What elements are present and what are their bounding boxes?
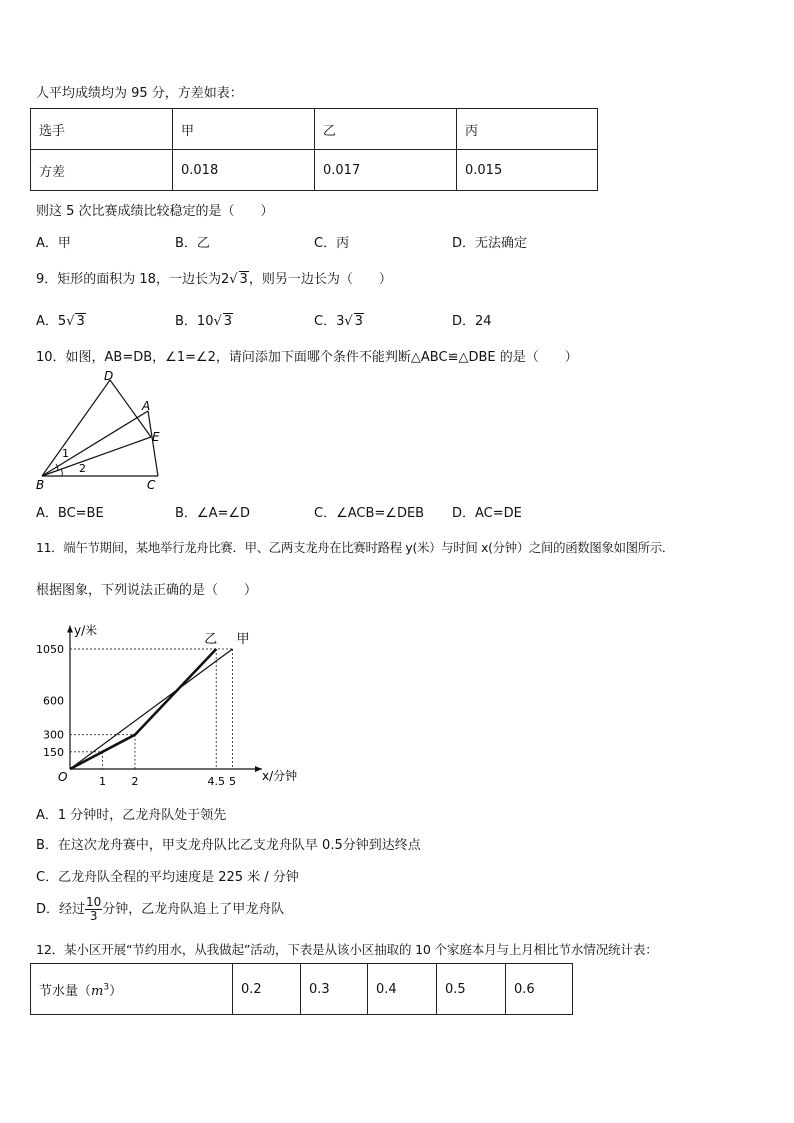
fraction-denominator: 3 (89, 909, 98, 923)
table-cell: 选手 (31, 109, 173, 150)
variance-table (30, 108, 598, 191)
q11-option-a: A．1 分钟时，乙龙舟队处于领先 (36, 808, 227, 823)
sqrt-symbol: √ 3 (229, 272, 248, 287)
table-cell: 乙 (315, 109, 457, 150)
fraction-numerator: 10 (86, 895, 102, 909)
label-B: B (36, 478, 45, 492)
x-axis-arrow (255, 766, 262, 772)
label-D: D (104, 369, 114, 383)
table-cell: 甲 (173, 109, 315, 150)
q10-option-c: C．∠ACB=∠DEB (314, 506, 425, 521)
q10-question: 10．如图，AB=DB，∠1=∠2，请问添加下面哪个条件不能判断△ABC≌△DBE 的是（ ） (36, 350, 578, 365)
segment-BD (42, 380, 110, 476)
option-value: 24 (475, 314, 492, 329)
q8-option-a: A．甲 (36, 236, 71, 251)
header-label: 节水量（ (39, 983, 92, 999)
option-coef: 5 (57, 314, 67, 329)
series-line-jia (70, 649, 233, 769)
unit-exponent: 3 (103, 982, 110, 993)
q9-option-d (452, 310, 492, 329)
option-label: A． (36, 314, 58, 329)
option-text-post: 分钟，乙龙舟队追上了甲龙舟队 (102, 902, 285, 917)
intro-text: 人平均成绩均为 95 分，方差如表： (36, 86, 243, 101)
q9-radicand: 3 (239, 272, 248, 287)
y-tick-label: 600 (43, 694, 64, 708)
table-cell: 0.015 (457, 150, 598, 191)
q11-option-d (36, 890, 284, 930)
q9-question (36, 268, 392, 287)
fraction (85, 896, 102, 923)
q9-text-pre: 9．矩形的面积为 18，一边长为 (36, 272, 221, 287)
option-radicand: 3 (223, 314, 233, 329)
option-radicand: 3 (354, 314, 363, 329)
water-saving-table (30, 963, 573, 1015)
q11-option-c: C．乙龙舟队全程的平均速度是 225 米 / 分钟 (36, 870, 299, 885)
table-cell: 0.3 (301, 964, 368, 1015)
table-row (31, 109, 598, 150)
x-axis-label: x/分钟 (262, 769, 298, 783)
q9-option-a (36, 310, 86, 329)
option-coef: 10 (196, 314, 214, 329)
label-angle-1: 1 (62, 447, 69, 460)
table-cell: 0.6 (506, 964, 573, 1015)
x-tick-label: 1 (99, 775, 106, 788)
table-cell: 0.018 (173, 150, 315, 191)
q9-option-b (175, 310, 233, 329)
q11-option-b: B．在这次龙舟赛中，甲支龙舟队比乙支龙舟队早 0.5分钟到达终点 (36, 838, 421, 853)
table-row (31, 964, 573, 1015)
option-radicand: 3 (76, 314, 85, 329)
sqrt-symbol: √ 3 (344, 314, 363, 329)
table-cell: 0.017 (315, 150, 457, 191)
q8-option-d: D．无法确定 (452, 236, 528, 251)
q12-question: 12．某小区开展“节约用水，从我做起”活动，下表是从该小区抽取的 10 个家庭本月与上月相比节水情况统计表： (36, 942, 658, 957)
option-label: D． (452, 314, 476, 329)
x-tick-label: 4.5 (207, 775, 225, 788)
y-tick-label: 1050 (36, 642, 64, 656)
option-text-pre: D．经过 (36, 902, 86, 917)
label-A: A (142, 399, 151, 413)
q11-question-line2: 根据图象，下列说法正确的是（ ） (36, 583, 258, 598)
unit-m: m (91, 983, 104, 999)
table-cell: 0.5 (437, 964, 506, 1015)
q9-coef: 2 (220, 272, 230, 287)
option-label: C． (314, 314, 337, 329)
y-axis-arrow (67, 626, 73, 633)
q9-text-post: ，则另一边长为（ ） (248, 272, 392, 287)
q10-option-d: D．AC=DE (452, 506, 522, 521)
header-close: ） (109, 983, 123, 999)
q9-option-c (314, 310, 364, 329)
x-tick-label: 2 (131, 775, 139, 788)
label-E: E (152, 430, 160, 444)
table-row (31, 150, 598, 191)
y-axis-label: y/米 (74, 623, 98, 638)
sqrt-symbol: √ 3 (213, 314, 233, 329)
table-cell: 0.2 (233, 964, 301, 1015)
q8-option-c: C．丙 (314, 236, 350, 251)
table-cell: 0.4 (368, 964, 437, 1015)
angle-arc-2 (61, 469, 62, 476)
q11-question-line1: 11．端午节期间，某地举行龙舟比赛．甲、乙两支龙舟在比赛时路程 y(米）与时间 x(分钟）之间的函数图象如图所示． (36, 540, 675, 555)
triangle-figure (34, 368, 166, 492)
table-header-cell (31, 964, 233, 1015)
q10-option-b: B．∠A=∠D (175, 506, 251, 521)
q8-option-b: B．乙 (175, 236, 210, 251)
label-C: C (147, 478, 156, 492)
y-tick-label: 150 (43, 745, 64, 759)
origin-label: O (58, 770, 68, 784)
series-label-yi: 乙 (204, 631, 218, 647)
table-cell: 方差 (31, 150, 173, 191)
option-coef: 3 (336, 314, 345, 329)
x-tick-label: 5 (229, 775, 236, 788)
line-chart (28, 604, 298, 790)
y-tick-label: 300 (43, 728, 64, 742)
table-cell: 丙 (457, 109, 598, 150)
sqrt-symbol: √ 3 (66, 314, 85, 329)
q8-question: 则这 5 次比赛成绩比较稳定的是（ ） (36, 204, 274, 219)
series-line-yi (70, 649, 216, 769)
q10-option-a: A．BC=BE (36, 506, 104, 521)
series-label-jia: 甲 (236, 631, 250, 647)
option-label: B． (175, 314, 197, 329)
label-angle-2: 2 (79, 462, 86, 475)
